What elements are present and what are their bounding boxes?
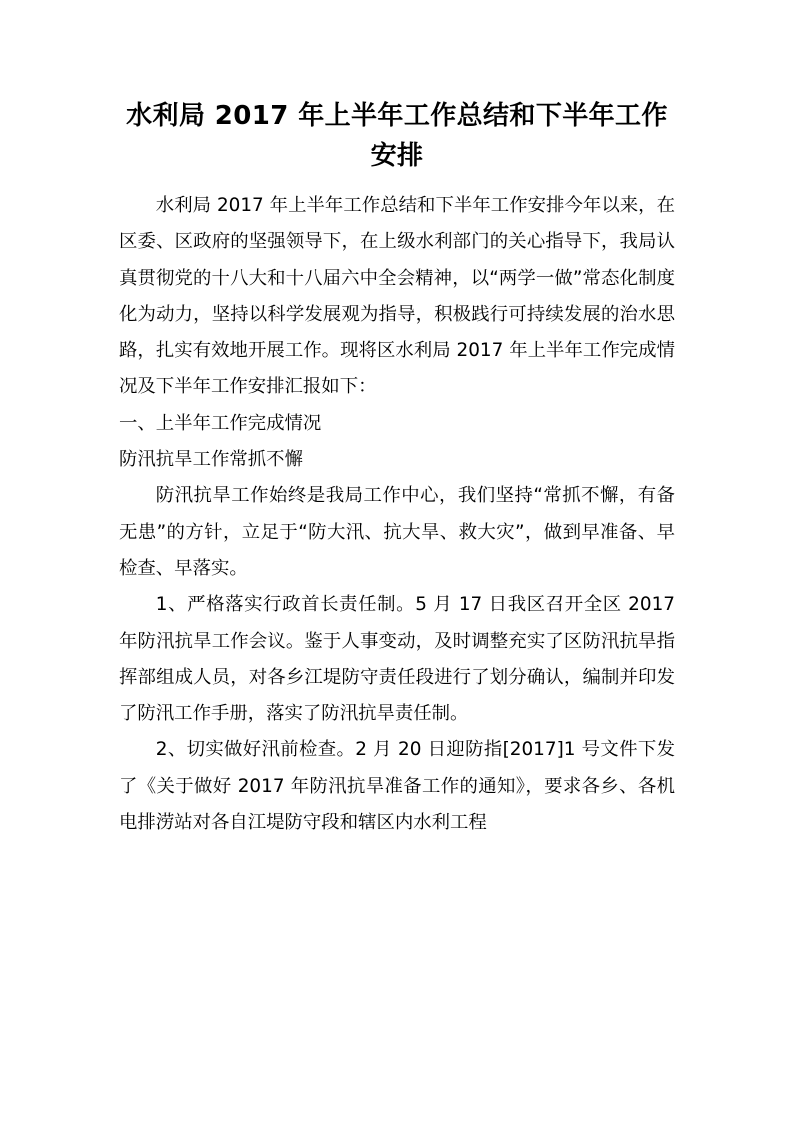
body-paragraph-2: 1、严格落实行政首长责任制。5 月 17 日我区召开全区 2017 年防汛抗旱工作会议。鉴于人事变动，及时调整充实了区防汛抗旱指挥部组成人员，对各乡江堤防守责任段进行了划分确认，编制并印发了防汛工作手册，落实了防汛抗旱责任制。 xyxy=(119,594,675,725)
document-title: 水利局 2017 年上半年工作总结和下半年工作安排 xyxy=(126,101,668,171)
document-body xyxy=(119,188,675,841)
body-paragraph-1: 防汛抗旱工作始终是我局工作中心，我们坚持“常抓不懈，有备无患”的方针，立足于“防大汛、抗大旱、救大灾”，做到早准备、早检查、早落实。 xyxy=(119,485,675,579)
body-paragraph-3: 2、切实做好汛前检查。2 月 20 日迎防指[2017]1 号文件下发了《关于做好 2017 年防汛抗旱准备工作的通知》，要求各乡、各机电排涝站对各自江堤防守段和辖区内水利工程 xyxy=(119,739,675,834)
intro-paragraph: 水利局 2017 年上半年工作总结和下半年工作安排今年以来，在区委、区政府的坚强领导下，在上级水利部门的关心指导下，我局认真贯彻党的十八大和十八届六中全会精神，以“两学一做”常态化制度化为动力，坚持以科学发展观为指导，积极践行可持续发展的治水思路，扎实有效地开展工作。现将区水利局 2017 年上半年工作完成情况及下半年工作安排汇报如下： xyxy=(119,195,675,398)
section-heading: 一、上半年工作完成情况 xyxy=(119,412,322,434)
subsection-heading: 防汛抗旱工作常抓不懈 xyxy=(119,449,303,471)
